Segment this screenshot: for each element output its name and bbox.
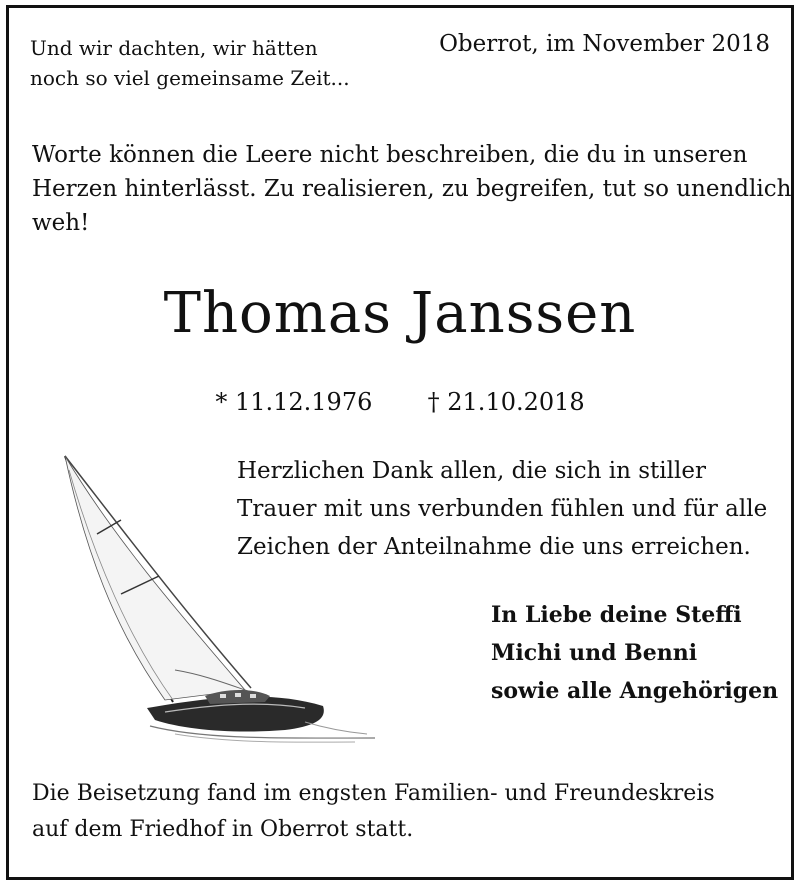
deceased-name: Thomas Janssen bbox=[163, 281, 637, 346]
signature bbox=[491, 596, 778, 710]
place-date: Oberrot, im November 2018 bbox=[439, 31, 770, 57]
death-date: † 21.10.2018 bbox=[427, 388, 585, 416]
intro-line: Worte können die Leere nicht beschreiben, die du in unseren bbox=[32, 142, 748, 168]
motto-line: Und wir dachten, wir hätten bbox=[30, 36, 318, 60]
intro-text bbox=[32, 138, 791, 240]
funeral-line: auf dem Friedhof in Oberrot statt. bbox=[32, 817, 414, 842]
signature-line: In Liebe deine Steffi bbox=[491, 602, 742, 628]
thanks-line: Zeichen der Anteilnahme die uns erreichen. bbox=[237, 534, 751, 560]
funeral-line: Die Beisetzung fand im engsten Familien- und Freundeskreis bbox=[32, 781, 715, 806]
life-dates bbox=[0, 388, 800, 417]
birth-date: * 11.12.1976 bbox=[215, 388, 373, 416]
intro-line: weh! bbox=[32, 210, 90, 236]
signature-line: sowie alle Angehörigen bbox=[491, 678, 779, 704]
intro-line: Herzen hinterlässt. Zu realisieren, zu begreifen, tut so unendlich bbox=[32, 176, 792, 202]
signature-line: Michi und Benni bbox=[491, 640, 698, 666]
funeral-note bbox=[32, 776, 715, 848]
thanks-line: Herzlichen Dank allen, die sich in stiller bbox=[237, 458, 706, 484]
motto-line: noch so viel gemeinsame Zeit... bbox=[30, 66, 350, 90]
thanks-line: Trauer mit uns verbunden fühlen und für alle bbox=[237, 496, 768, 522]
motto bbox=[30, 33, 350, 93]
thanks-text bbox=[237, 452, 767, 566]
